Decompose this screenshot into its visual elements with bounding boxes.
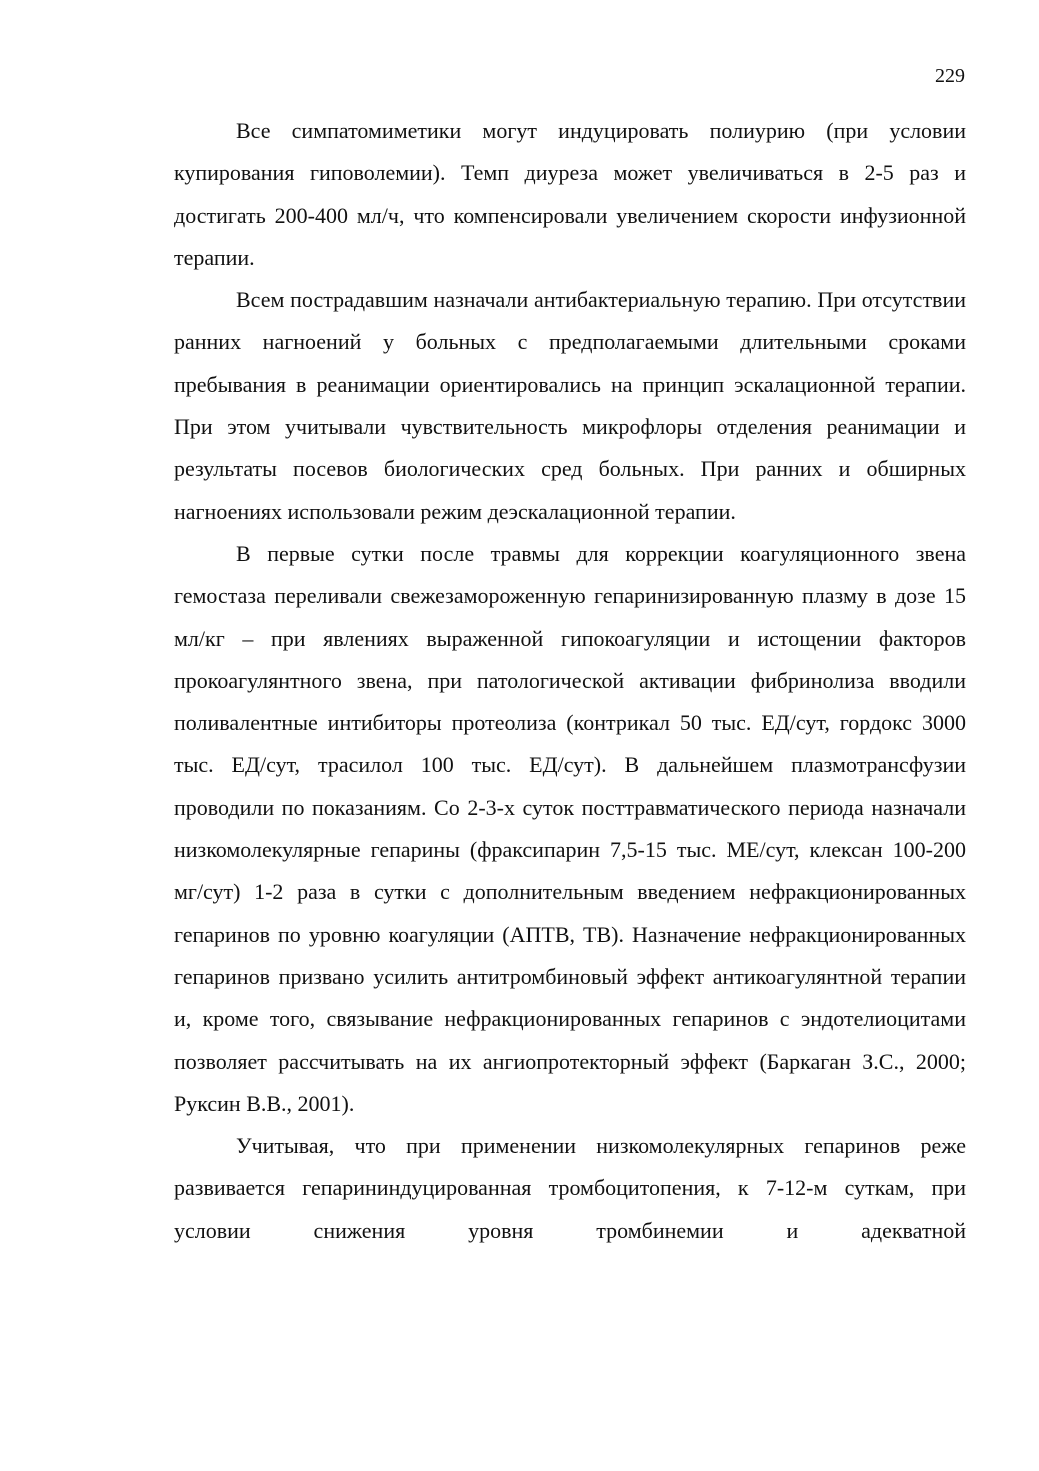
paragraph-coagulation-correction: В первые сутки после травмы для коррекции коагуляционного звена гемостаза переливали свежезамороженную гепаринизированную плазму в дозе 15 мл/кг – при явлениях выраженной гипокоагуляции и истощении факторов прокоагулянтного звена, при патологической активации фибринолиза вводили поливалентные интибиторы протеолиза (контрикал 50 тыс. ЕД/сут, гордокс 3000 тыс. ЕД/сут, трасилол 100 тыс. ЕД/сут). В дальнейшем плазмотрансфузии проводили по показаниям. Со 2-3-х суток посттравматического периода назначали низкомолекулярные гепарины (фраксипарин 7,5-15 тыс. МЕ/сут, клексан 100-200 мг/сут) 1-2 раза в сутки с дополнительным введением нефракционированных гепаринов по уровню коагуляции (АПТВ, ТВ). Назначение нефракционированных гепаринов призвано усилить антитромбиновый эффект антикоагулянтной терапии и, кроме того, связывание нефракционированных гепаринов с эндотелиоцитами позволяет рассчитывать на их ангиопротекторный эффект (Баркаган З.С., 2000; Руксин В.В., 2001). — [174, 540, 966, 1116]
paragraph-antibacterial-therapy: Всем пострадавшим назначали антибактериальную терапию. При отсутствии ранних нагноений у больных с предполагаемыми длительными сроками пребывания в реанимации ориентировались на принцип эскалационной терапии. При этом учитывали чувствительность микрофлоры отделения реанимации и результаты посевов биологических сред больных. При ранних и обширных нагноениях использовали режим деэскалационной терапии. — [174, 287, 966, 524]
body-text — [174, 110, 966, 1252]
paragraph-polyuria: Все симпатомиметики могут индуцировать полиурию (при условии купирования гиповолемии). Темп диуреза может увеличиваться в 2-5 раз и достигать 200-400 мл/ч, что компенсировали увеличением скорости инфузионной терапии. — [174, 118, 966, 270]
paragraph-heparin-thrombocytopenia: Учитывая, что при применении низкомолекулярных гепаринов реже развивается гепарининдуцированная тромбоцитопения, к 7-12-м суткам, при условии снижения уровня тромбинемии и адекватной — [174, 1133, 966, 1243]
page-number: 229 — [935, 65, 965, 87]
